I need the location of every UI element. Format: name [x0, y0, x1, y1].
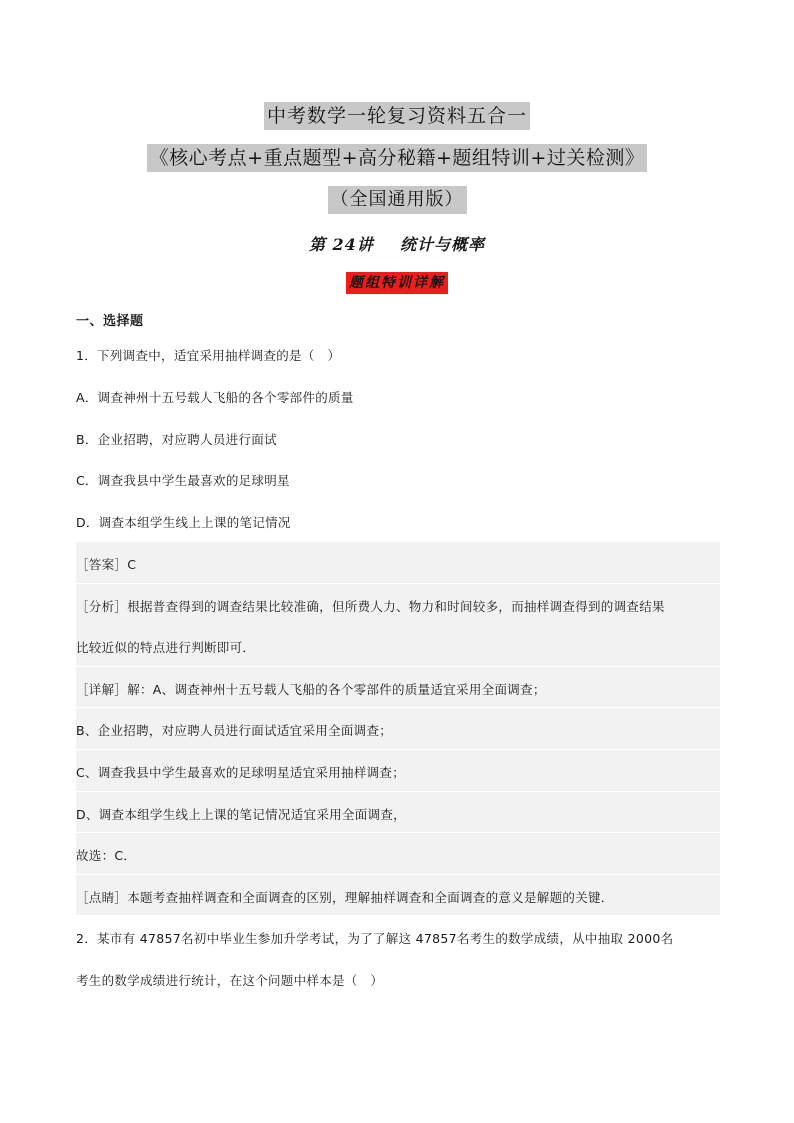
question-1-option-b: B．企业招聘，对应聘人员进行面试	[76, 432, 277, 447]
detail-line-2: B、企业招聘，对应聘人员进行面试适宜采用全面调查；	[76, 723, 393, 738]
question-2-stem-line-1: 2．某市有 47857名初中毕业生参加升学考试，为了了解这 47857名考生的数学成绩，从中抽取 2000名	[76, 931, 674, 946]
row-divider	[76, 583, 720, 584]
detail-line-4: D、调查本组学生线上上课的笔记情况适宜采用全面调查，	[76, 807, 406, 822]
question-1-option-c: C．调查我县中学生最喜欢的足球明星	[76, 473, 290, 488]
analysis-line-2: 比较近似的特点进行判断即可．	[76, 640, 256, 655]
row-divider	[76, 874, 720, 875]
section-label-badge: 题组特训详解	[346, 272, 448, 294]
detail-line-1: ［详解］解：A、调查神州十五号载人飞船的各个零部件的质量适宜采用全面调查；	[76, 682, 546, 697]
detail-line-3: C、调查我县中学生最喜欢的足球明星适宜采用抽样调查；	[76, 765, 406, 780]
edition-label: （全国通用版）	[328, 186, 467, 214]
title-line-2	[0, 144, 794, 172]
title-line-1	[0, 102, 794, 130]
question-2-stem-line-2: 考生的数学成绩进行统计，在这个问题中样本是（ ）	[76, 973, 384, 988]
comment-line: ［点睛］本题考查抽样调查和全面调查的区别，理解抽样调查和全面调查的意义是解题的关键．	[76, 890, 614, 905]
row-divider	[76, 749, 720, 750]
section-label-wrap	[0, 272, 794, 294]
row-divider	[76, 666, 720, 667]
subtitle: 《核心考点+重点题型+高分秘籍+题组特训+过关检测》	[147, 144, 648, 172]
row-divider	[76, 832, 720, 833]
question-1-option-a: A．调查神州十五号载人飞船的各个零部件的质量	[76, 390, 354, 405]
row-divider	[76, 707, 720, 708]
main-title: 中考数学一轮复习资料五合一	[264, 102, 530, 130]
question-1-option-d: D．调查本组学生线上上课的笔记情况	[76, 515, 291, 530]
analysis-line-1: ［分析］根据普查得到的调查结果比较准确，但所费人力、物力和时间较多，而抽样调查得到的调查结果	[76, 599, 665, 614]
answer-line: ［答案］C	[76, 557, 137, 572]
question-1-stem: 1．下列调查中，适宜采用抽样调查的是（ ）	[76, 348, 341, 363]
title-line-3	[0, 186, 794, 214]
section-title: 一、选择题	[76, 314, 144, 329]
choice-line: 故选：C．	[76, 848, 137, 863]
row-divider	[76, 791, 720, 792]
chapter-heading: 第 24讲 统计与概率	[308, 235, 486, 254]
